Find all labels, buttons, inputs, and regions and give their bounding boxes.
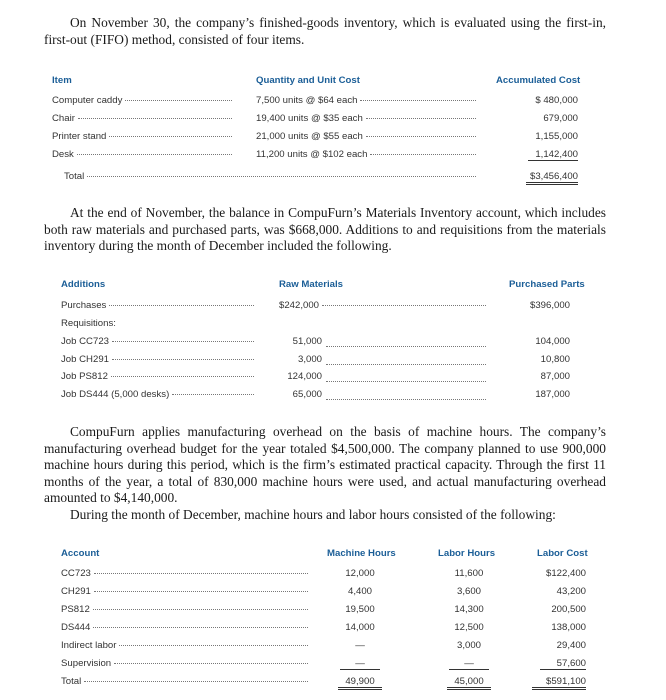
overhead-paragraph: CompuFurn applies manufacturing overhead on the basis of machine hours. The company’s manufacturing overhead budget for the year totaled $4,500,000. The company planned to use 900,000 machine hours during this period, which is the firm’s estimated practical capacity. Through the first 11 months of the year, a total of 830,000 machine hours were used, and actual manufacturing overhead amounted to $4,140,000. bbox=[44, 424, 606, 506]
inventory-qty: 19,400 units @ $35 each bbox=[256, 113, 476, 124]
hours-labor: 3,000 bbox=[456, 640, 481, 651]
hours-row: DS444 bbox=[61, 622, 308, 633]
hours-labor: — bbox=[449, 658, 489, 670]
hours-cost: 43,200 bbox=[556, 586, 586, 597]
inventory-total-row: Total bbox=[64, 171, 476, 182]
materials-paragraph: At the end of November, the balance in CompuFurn’s Materials Inventory account, which includes both raw materials and purchased parts, was $668,000. Additions to and requisitions from the materials inventory during the month of December included the following. bbox=[44, 205, 606, 254]
hours-row: PS812 bbox=[61, 604, 308, 615]
materials-header-parts: Purchased Parts bbox=[509, 279, 585, 290]
materials-parts: 187,000 bbox=[535, 389, 570, 400]
inventory-row: Computer caddy bbox=[52, 95, 232, 106]
inventory-row: Desk bbox=[52, 149, 232, 160]
inventory-qty: 21,000 units @ $55 each bbox=[256, 131, 476, 142]
hours-machine: 14,000 bbox=[345, 622, 375, 633]
materials-header-additions: Additions bbox=[61, 279, 106, 290]
hours-total-labor: 45,000 bbox=[447, 676, 491, 690]
inventory-qty: 7,500 units @ $64 each bbox=[256, 95, 476, 106]
inventory-cost: $ 480,000 bbox=[535, 95, 578, 106]
inventory-qty: 11,200 units @ $102 each bbox=[256, 149, 476, 160]
hours-labor: 12,500 bbox=[454, 622, 484, 633]
hours-total-machine: 49,900 bbox=[338, 676, 382, 690]
materials-row: Job PS812 bbox=[61, 371, 254, 382]
hours-cost: $122,400 bbox=[545, 568, 586, 579]
materials-purchases-raw: $242,000 bbox=[279, 300, 486, 311]
materials-row: Job DS444 (5,000 desks) bbox=[61, 389, 254, 400]
materials-raw: 3,000 bbox=[297, 354, 322, 365]
hours-row: Indirect labor bbox=[61, 640, 308, 651]
materials-raw: 124,000 bbox=[287, 371, 322, 382]
hours-row: Supervision bbox=[61, 658, 308, 669]
materials-parts: 10,800 bbox=[540, 354, 570, 365]
materials-raw: 65,000 bbox=[292, 389, 322, 400]
hours-total-row: Total bbox=[61, 676, 308, 687]
materials-parts: 104,000 bbox=[535, 336, 570, 347]
inventory-total-cost: $3,456,400 bbox=[526, 171, 578, 185]
materials-raw: 51,000 bbox=[292, 336, 322, 347]
hours-header-machine: Machine Hours bbox=[327, 548, 396, 559]
hours-machine: — bbox=[340, 658, 380, 670]
inventory-cost: 1,155,000 bbox=[535, 131, 578, 142]
hours-labor: 3,600 bbox=[456, 586, 481, 597]
hours-row: CH291 bbox=[61, 586, 308, 597]
hours-row: CC723 bbox=[61, 568, 308, 579]
inventory-row: Chair bbox=[52, 113, 232, 124]
hours-header-account: Account bbox=[61, 548, 100, 559]
inventory-row: Printer stand bbox=[52, 131, 232, 142]
inventory-header-item: Item bbox=[52, 75, 72, 86]
materials-purchases-label: Purchases bbox=[61, 300, 254, 311]
hours-total-cost: $591,100 bbox=[532, 676, 586, 690]
hours-labor: 14,300 bbox=[454, 604, 484, 615]
inventory-header-qty: Quantity and Unit Cost bbox=[256, 75, 360, 86]
hours-intro-paragraph: During the month of December, machine hours and labor hours consisted of the following: bbox=[70, 507, 556, 522]
hours-machine: 12,000 bbox=[345, 568, 375, 579]
hours-cost: 29,400 bbox=[556, 640, 586, 651]
requisitions-label: Requisitions: bbox=[61, 318, 116, 329]
materials-purchases-parts: $396,000 bbox=[529, 300, 570, 311]
hours-cost: 57,600 bbox=[540, 658, 586, 670]
inventory-header-cost: Accumulated Cost bbox=[496, 75, 581, 86]
inventory-cost: 1,142,400 bbox=[528, 149, 578, 161]
hours-header-cost: Labor Cost bbox=[537, 548, 588, 559]
materials-row: Job CH291 bbox=[61, 354, 254, 365]
hours-header-labor: Labor Hours bbox=[438, 548, 496, 559]
hours-cost: 200,500 bbox=[551, 604, 586, 615]
hours-cost: 138,000 bbox=[551, 622, 586, 633]
materials-row: Job CC723 bbox=[61, 336, 254, 347]
hours-machine: 4,400 bbox=[347, 586, 372, 597]
materials-header-raw: Raw Materials bbox=[279, 279, 343, 290]
hours-machine: — bbox=[355, 640, 365, 651]
hours-machine: 19,500 bbox=[345, 604, 375, 615]
intro-paragraph: On November 30, the company’s finished-goods inventory, which is evaluated using the first-in, first-out (FIFO) method, consisted of four items. bbox=[44, 15, 606, 47]
materials-parts: 87,000 bbox=[540, 371, 570, 382]
hours-labor: 11,600 bbox=[454, 568, 484, 579]
inventory-cost: 679,000 bbox=[543, 113, 578, 124]
